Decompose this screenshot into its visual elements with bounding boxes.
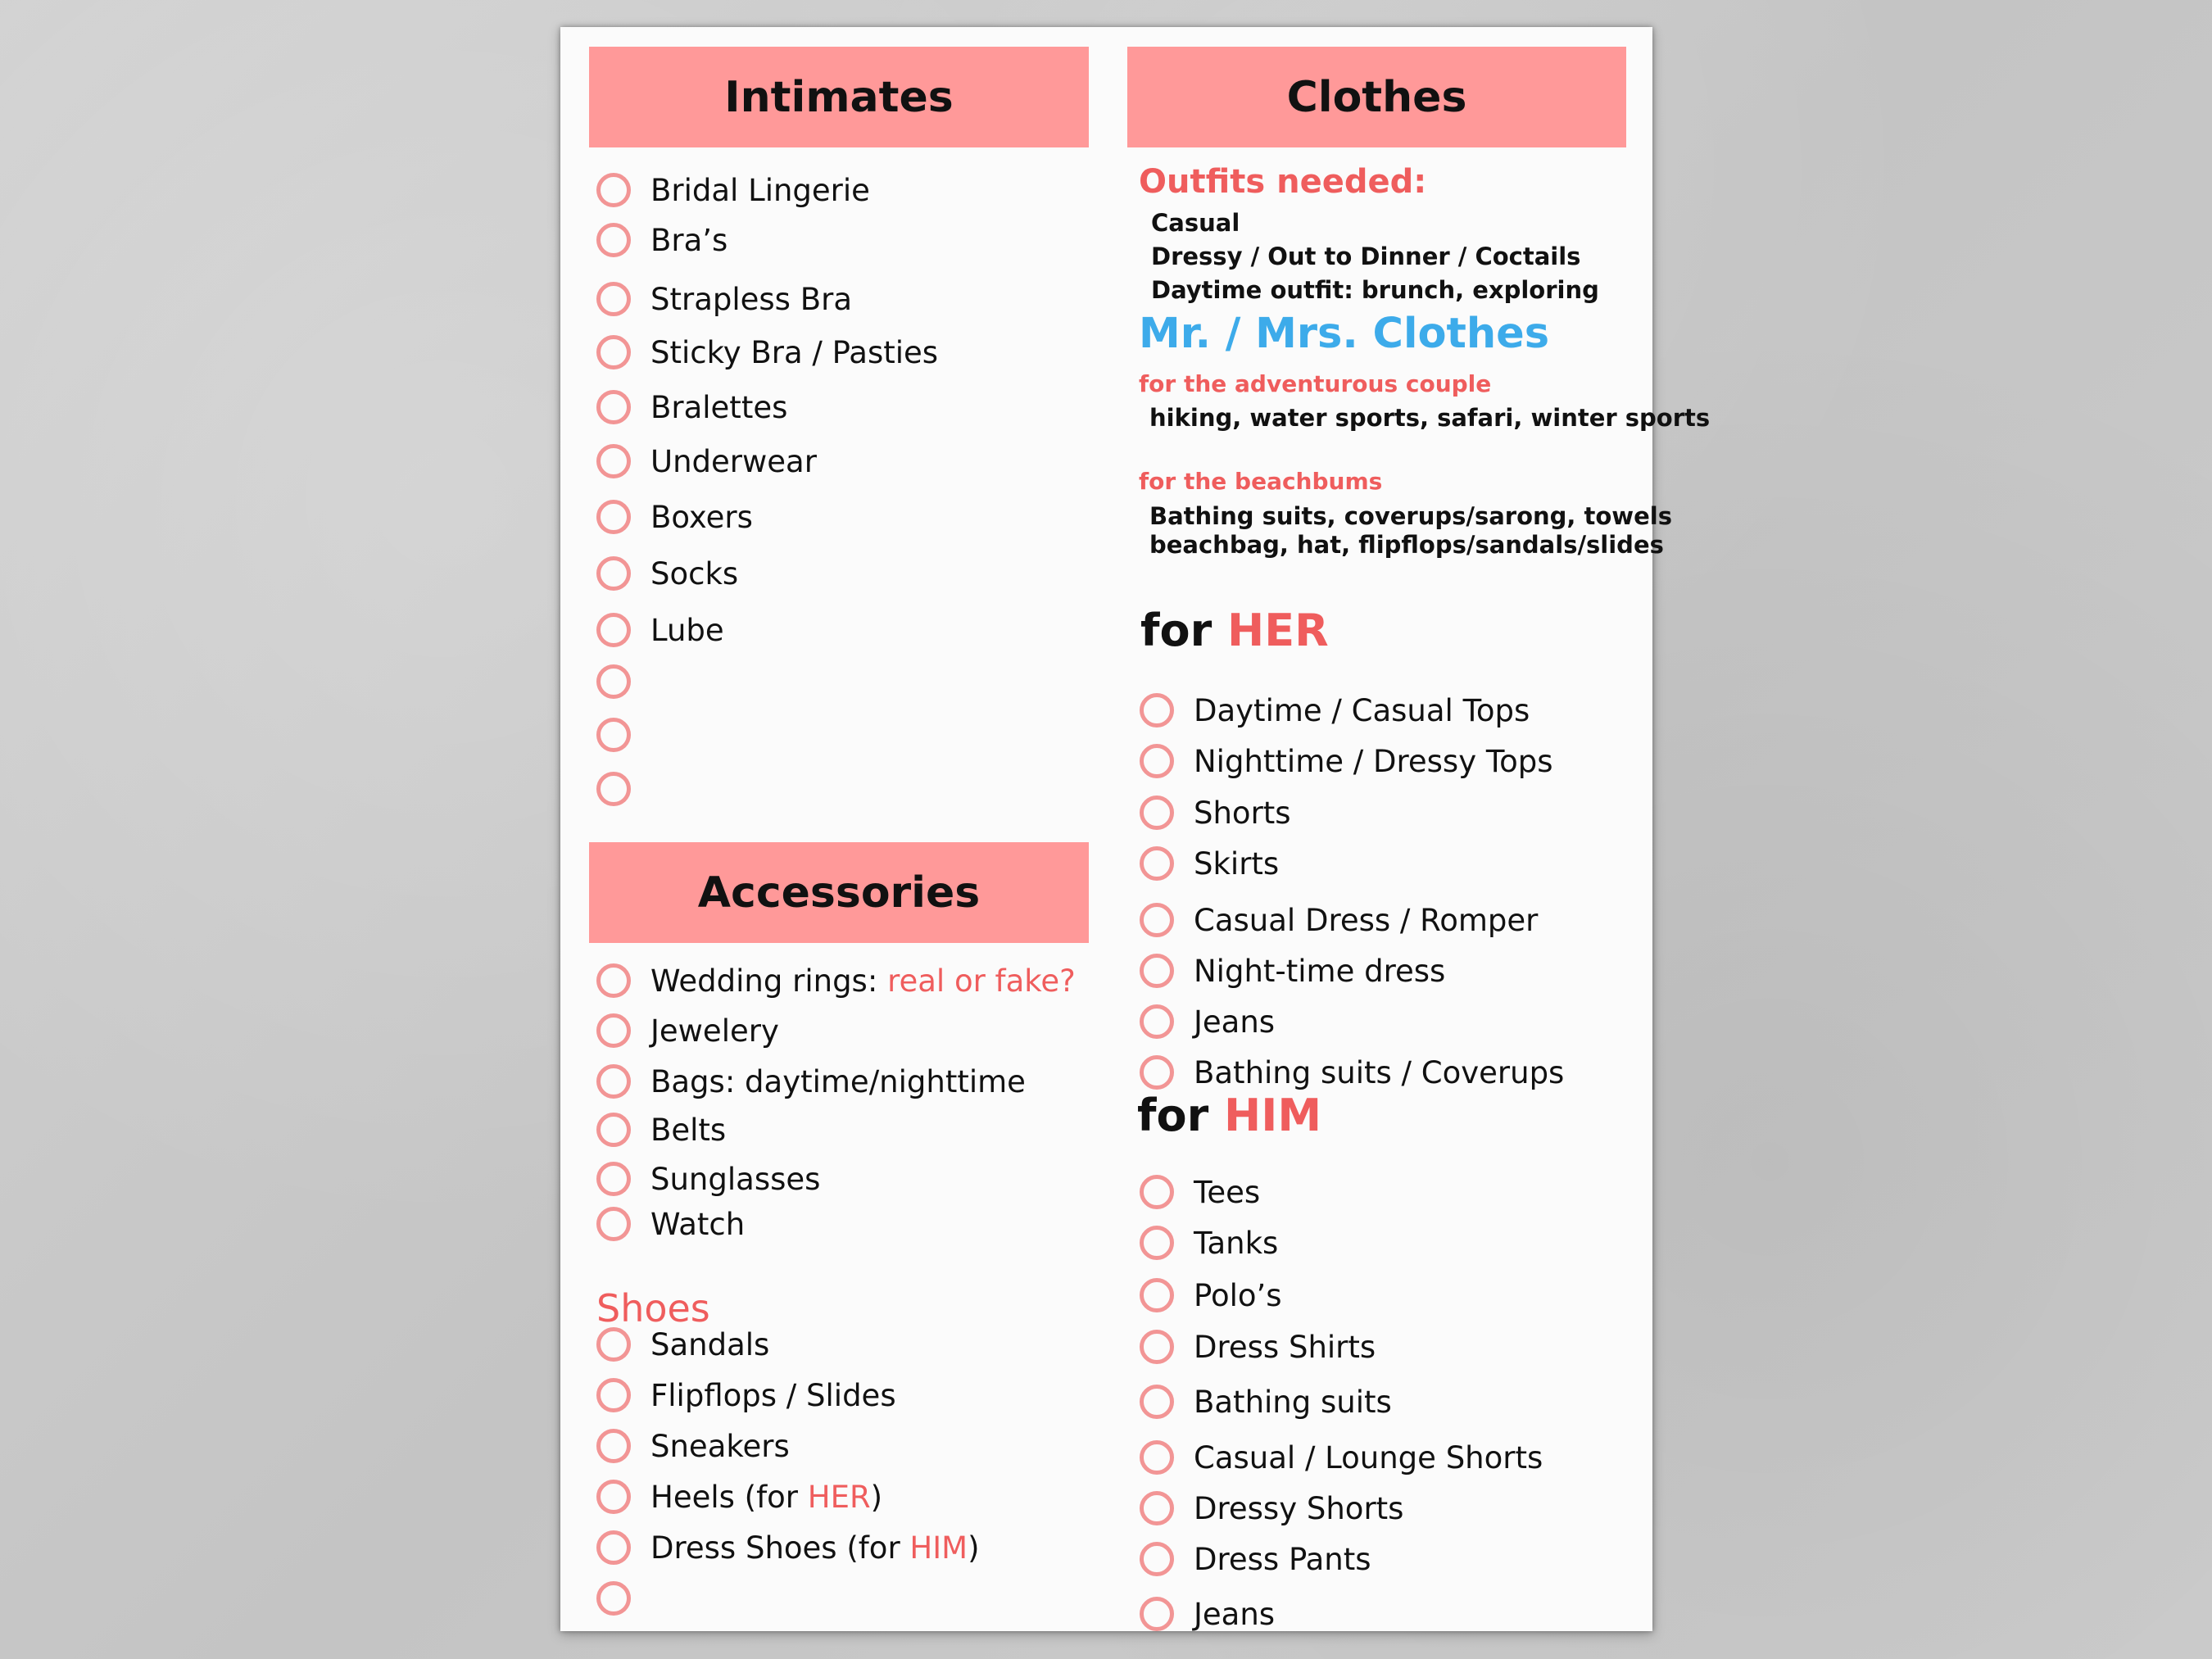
checkbox-circle-icon[interactable]	[596, 1207, 631, 1241]
checklist-item[interactable]	[596, 167, 870, 213]
checklist-item[interactable]	[1140, 948, 1445, 994]
checklist-item[interactable]	[596, 494, 753, 540]
checkbox-circle-icon[interactable]	[596, 1013, 631, 1048]
item-label: Belts	[650, 1112, 727, 1148]
adventurous-couple-heading: for the adventurous couple	[1139, 370, 1492, 397]
checkbox-circle-icon[interactable]	[596, 335, 631, 369]
heels-post: )	[870, 1479, 883, 1515]
checkbox-circle-icon[interactable]	[596, 1480, 631, 1514]
item-label: Bags: daytime/nighttime	[650, 1063, 1026, 1099]
checkbox-circle-icon[interactable]	[1140, 846, 1174, 881]
checkbox-circle-icon[interactable]	[1140, 796, 1174, 830]
checkbox-circle-icon[interactable]	[1140, 1597, 1174, 1631]
item-label: Flipflops / Slides	[650, 1377, 896, 1413]
for-her-prefix: for	[1140, 605, 1228, 656]
checklist-item[interactable]	[596, 607, 724, 653]
wedding-rings-label: Wedding rings:	[650, 963, 888, 999]
checkbox-circle-icon[interactable]	[1140, 1226, 1174, 1260]
item-label	[650, 963, 1076, 999]
outfit-line: Dressy / Out to Dinner / Coctails	[1151, 243, 1581, 270]
checkbox-circle-icon[interactable]	[596, 556, 631, 591]
checklist-item[interactable]	[1140, 790, 1291, 836]
checkbox-circle-icon[interactable]	[596, 1064, 631, 1099]
checklist-item[interactable]	[596, 384, 787, 430]
item-label: Sneakers	[650, 1428, 790, 1464]
checkbox-circle-icon[interactable]	[596, 772, 631, 806]
item-label: Bra’s	[650, 222, 728, 258]
checklist-item[interactable]	[1140, 999, 1275, 1045]
checklist-item[interactable]	[1140, 1324, 1376, 1370]
checklist-item[interactable]	[1140, 1591, 1275, 1637]
checklist-item[interactable]	[1140, 841, 1279, 886]
item-label: Nighttime / Dressy Tops	[1194, 743, 1553, 779]
checkbox-circle-icon[interactable]	[1140, 1440, 1174, 1475]
item-label: Jeans	[1194, 1596, 1276, 1632]
checkbox-circle-icon[interactable]	[596, 1162, 631, 1196]
clothes-title: Clothes	[1286, 72, 1467, 122]
outfits-needed-heading: Outfits needed:	[1139, 163, 1427, 201]
item-label: Sandals	[650, 1326, 770, 1362]
checkbox-circle-icon[interactable]	[1140, 1491, 1174, 1525]
intimates-header	[589, 47, 1089, 147]
item-label: Sticky Bra / Pasties	[650, 334, 939, 370]
item-label: Sunglasses	[650, 1161, 821, 1197]
checklist-item-blank[interactable]	[596, 766, 650, 812]
checkbox-circle-icon[interactable]	[596, 444, 631, 478]
for-him-heading	[1137, 1090, 1321, 1141]
checklist-item[interactable]	[1140, 1435, 1543, 1480]
shoes-heading: Shoes	[596, 1286, 710, 1330]
item-label: Shorts	[1194, 795, 1291, 831]
item-label: Watch	[650, 1206, 746, 1242]
checkbox-circle-icon[interactable]	[596, 1429, 631, 1463]
checklist-item[interactable]	[1140, 897, 1538, 943]
checklist-item[interactable]	[596, 1107, 726, 1153]
checkbox-circle-icon[interactable]	[596, 613, 631, 647]
item-label: Polo’s	[1194, 1277, 1282, 1313]
checklist-item[interactable]	[1140, 1220, 1278, 1266]
checkbox-circle-icon[interactable]	[596, 282, 631, 316]
item-label: Dress Shirts	[1194, 1329, 1376, 1365]
checklist-item[interactable]	[596, 1058, 1026, 1104]
checklist-item-blank[interactable]	[596, 1575, 650, 1621]
checklist-item[interactable]	[1140, 1272, 1282, 1318]
item-label: Jeans	[1194, 1004, 1276, 1040]
checklist-item-blank[interactable]	[596, 712, 650, 758]
for-her-heading	[1140, 605, 1329, 656]
item-label: Socks	[650, 555, 739, 592]
item-label: Bridal Lingerie	[650, 172, 870, 208]
item-label: Lube	[650, 612, 724, 648]
checkbox-circle-icon[interactable]	[596, 1378, 631, 1412]
for-her-accent: HER	[1227, 605, 1329, 656]
checklist-item[interactable]	[596, 958, 1076, 1004]
checkbox-circle-icon[interactable]	[1140, 1004, 1174, 1039]
item-label: Dressy Shorts	[1194, 1490, 1404, 1526]
item-label: Casual Dress / Romper	[1194, 902, 1539, 938]
checklist-item[interactable]	[596, 1321, 769, 1367]
clothes-header	[1127, 47, 1626, 147]
checklist-item[interactable]	[596, 1008, 779, 1054]
checklist-item[interactable]	[1140, 1169, 1260, 1215]
checkbox-circle-icon[interactable]	[1140, 1055, 1174, 1090]
checkbox-circle-icon[interactable]	[596, 173, 631, 207]
item-label: Boxers	[650, 499, 753, 535]
item-label: Tees	[1194, 1174, 1261, 1210]
checkbox-circle-icon[interactable]	[596, 223, 631, 257]
item-label: Underwear	[650, 443, 817, 479]
item-label: Strapless Bra	[650, 281, 852, 317]
checkbox-circle-icon[interactable]	[596, 1113, 631, 1147]
item-label: Bralettes	[650, 389, 788, 425]
adventurous-couple-text: hiking, water sports, safari, winter sports	[1149, 404, 1711, 432]
checklist-item[interactable]	[596, 1156, 820, 1202]
checkbox-circle-icon[interactable]	[1140, 903, 1174, 937]
checkbox-circle-icon[interactable]	[596, 664, 631, 699]
checkbox-circle-icon[interactable]	[1140, 693, 1174, 728]
checkbox-circle-icon[interactable]	[1140, 1175, 1174, 1209]
item-label: Skirts	[1194, 845, 1280, 882]
accessories-header	[589, 842, 1089, 943]
outfit-line: Daytime outfit: brunch, exploring	[1151, 276, 1599, 304]
checklist-item[interactable]	[596, 217, 728, 263]
checklist-item[interactable]	[1140, 1536, 1371, 1582]
checklist-item[interactable]	[596, 329, 938, 375]
item-label: Night-time dress	[1194, 953, 1446, 989]
checkbox-circle-icon[interactable]	[1140, 1330, 1174, 1364]
beachbums-line: beachbag, hat, flipflops/sandals/slides	[1149, 531, 1664, 559]
accessories-title: Accessories	[697, 868, 981, 918]
checkbox-circle-icon[interactable]	[596, 390, 631, 424]
checkbox-circle-icon[interactable]	[1140, 954, 1174, 988]
checkbox-circle-icon[interactable]	[1140, 1278, 1174, 1312]
checklist-item[interactable]	[596, 1372, 896, 1418]
checklist-item[interactable]	[1140, 1379, 1392, 1425]
heels-accent: HER	[807, 1479, 871, 1515]
checkbox-circle-icon[interactable]	[596, 1327, 631, 1362]
checkbox-circle-icon[interactable]	[596, 1530, 631, 1565]
checkbox-circle-icon[interactable]	[596, 718, 631, 752]
item-label: Daytime / Casual Tops	[1194, 692, 1530, 728]
checklist-item[interactable]	[596, 438, 817, 484]
item-label	[650, 1480, 882, 1515]
dress-shoes-accent: HIM	[909, 1530, 968, 1566]
item-label: Bathing suits	[1194, 1384, 1392, 1420]
outfit-line: Casual	[1151, 209, 1240, 237]
checklist-item[interactable]	[596, 1201, 745, 1247]
for-him-prefix: for	[1137, 1090, 1225, 1141]
item-label: Bathing suits / Coverups	[1194, 1054, 1565, 1090]
item-label: Casual / Lounge Shorts	[1194, 1439, 1543, 1475]
checklist-item[interactable]	[596, 276, 852, 322]
beachbums-heading: for the beachbums	[1139, 468, 1383, 495]
wedding-rings-question: real or fake?	[887, 963, 1076, 999]
checkbox-circle-icon[interactable]	[1140, 1385, 1174, 1419]
item-label: Dress Pants	[1194, 1541, 1371, 1577]
checklist-item[interactable]	[1140, 738, 1553, 784]
checkbox-circle-icon[interactable]	[596, 963, 631, 998]
dress-shoes-post: )	[968, 1530, 980, 1566]
checklist-item[interactable]	[596, 1525, 980, 1571]
checklist-item-blank[interactable]	[596, 659, 650, 705]
packing-checklist-page	[560, 27, 1711, 1632]
for-him-accent: HIM	[1224, 1090, 1322, 1141]
checklist-item[interactable]	[1140, 1049, 1564, 1095]
beachbums-line: Bathing suits, coverups/sarong, towels	[1149, 502, 1672, 530]
checklist-item[interactable]	[596, 1474, 882, 1520]
checklist-item[interactable]	[596, 551, 738, 596]
checklist-item[interactable]	[1140, 687, 1530, 733]
intimates-title: Intimates	[724, 72, 954, 122]
checkbox-circle-icon[interactable]	[596, 1581, 631, 1616]
checklist-item[interactable]	[1140, 1485, 1403, 1531]
item-label	[650, 1530, 980, 1566]
checkbox-circle-icon[interactable]	[596, 500, 631, 534]
checkbox-circle-icon[interactable]	[1140, 744, 1174, 778]
item-label: Jewelery	[650, 1013, 779, 1049]
checkbox-circle-icon[interactable]	[1140, 1542, 1174, 1576]
heels-pre: Heels (for	[650, 1479, 808, 1515]
checklist-item[interactable]	[596, 1423, 790, 1469]
item-label: Tanks	[1194, 1225, 1279, 1261]
dress-shoes-pre: Dress Shoes (for	[650, 1530, 910, 1566]
mr-mrs-clothes-heading: Mr. / Mrs. Clothes	[1139, 310, 1550, 358]
